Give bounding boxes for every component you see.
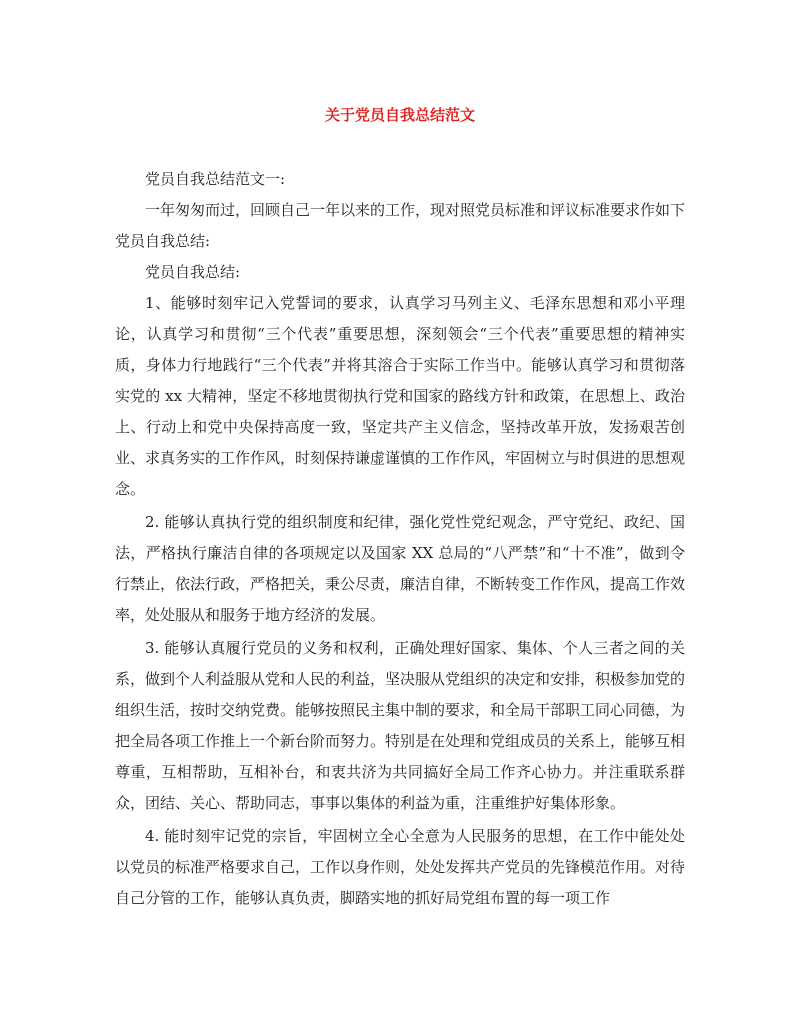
paragraph-point-2: 2. 能够认真执行党的组织制度和纪律，强化党性党纪观念，严守党纪、政纪、国法，严格执行廉洁自律的各项规定以及国家 XX 总局的“八严禁”和“十不准”，做到令行禁止，依法行政，严格把关，秉公尽责，廉洁自律，不断转变工作作风，提高工作效率，处处服从和服务于地方经济的发展。	[115, 513, 686, 624]
paragraph-point-3: 3. 能够认真履行党员的义务和权利，正确处理好国家、集体、个人三者之间的关系，做到个人利益服从党和人民的利益，坚决服从党组织的决定和安排，积极参加党的组织生活，按时交纳党费。能够按照民主集中制的要求，和全局干部职工同心同德，为把全局各项工作推上一个新台阶而努力。特别是在处理和党组成员的关系上，能够互相尊重，互相帮助，互相补台，和衷共济为共同搞好全局工作齐心协力。并注重联系群众，团结、关心、帮助同志，事事以集体的利益为重，注重维护好集体形象。	[115, 639, 686, 812]
paragraph-point-1: 1、能够时刻牢记入党誓词的要求，认真学习马列主义、毛泽东思想和邓小平理论，认真学习和贯彻“三个代表”重要思想，深刻领会“三个代表”重要思想的精神实质，身体力行地践行“三个代表”并将其溶合于实际工作当中。能够认真学习和贯彻落实党的 xx 大精神，坚定不移地贯彻执行党和国家的路线方针和政策，在思想上、政治上、行动上和党中央保持高度一致，坚定共产主义信念，坚持改革开放，发扬艰苦创业、求真务实的工作作风，时刻保持谦虚谨慎的工作作风，牢固树立与时俱进的思想观念。	[115, 294, 686, 498]
paragraph-point-4: 4. 能时刻牢记党的宗旨，牢固树立全心全意为人民服务的思想，在工作中能处处以党员的标准严格要求自己，工作以身作则，处处发挥共产党员的先锋模范作用。对待自己分管的工作，能够认真负责，脚踏实地的抓好局党组布置的每一项工作	[115, 827, 686, 907]
document-title: 关于党员自我总结范文	[324, 106, 475, 124]
document-body	[115, 164, 685, 914]
paragraph-intro: 一年匆匆而过，回顾自己一年以来的工作，现对照党员标准和评议标准要求作如下党员自我总结:	[115, 201, 686, 250]
paragraph-summary-heading: 党员自我总结:	[145, 263, 241, 281]
paragraph-section-heading: 党员自我总结范文一:	[145, 170, 286, 188]
